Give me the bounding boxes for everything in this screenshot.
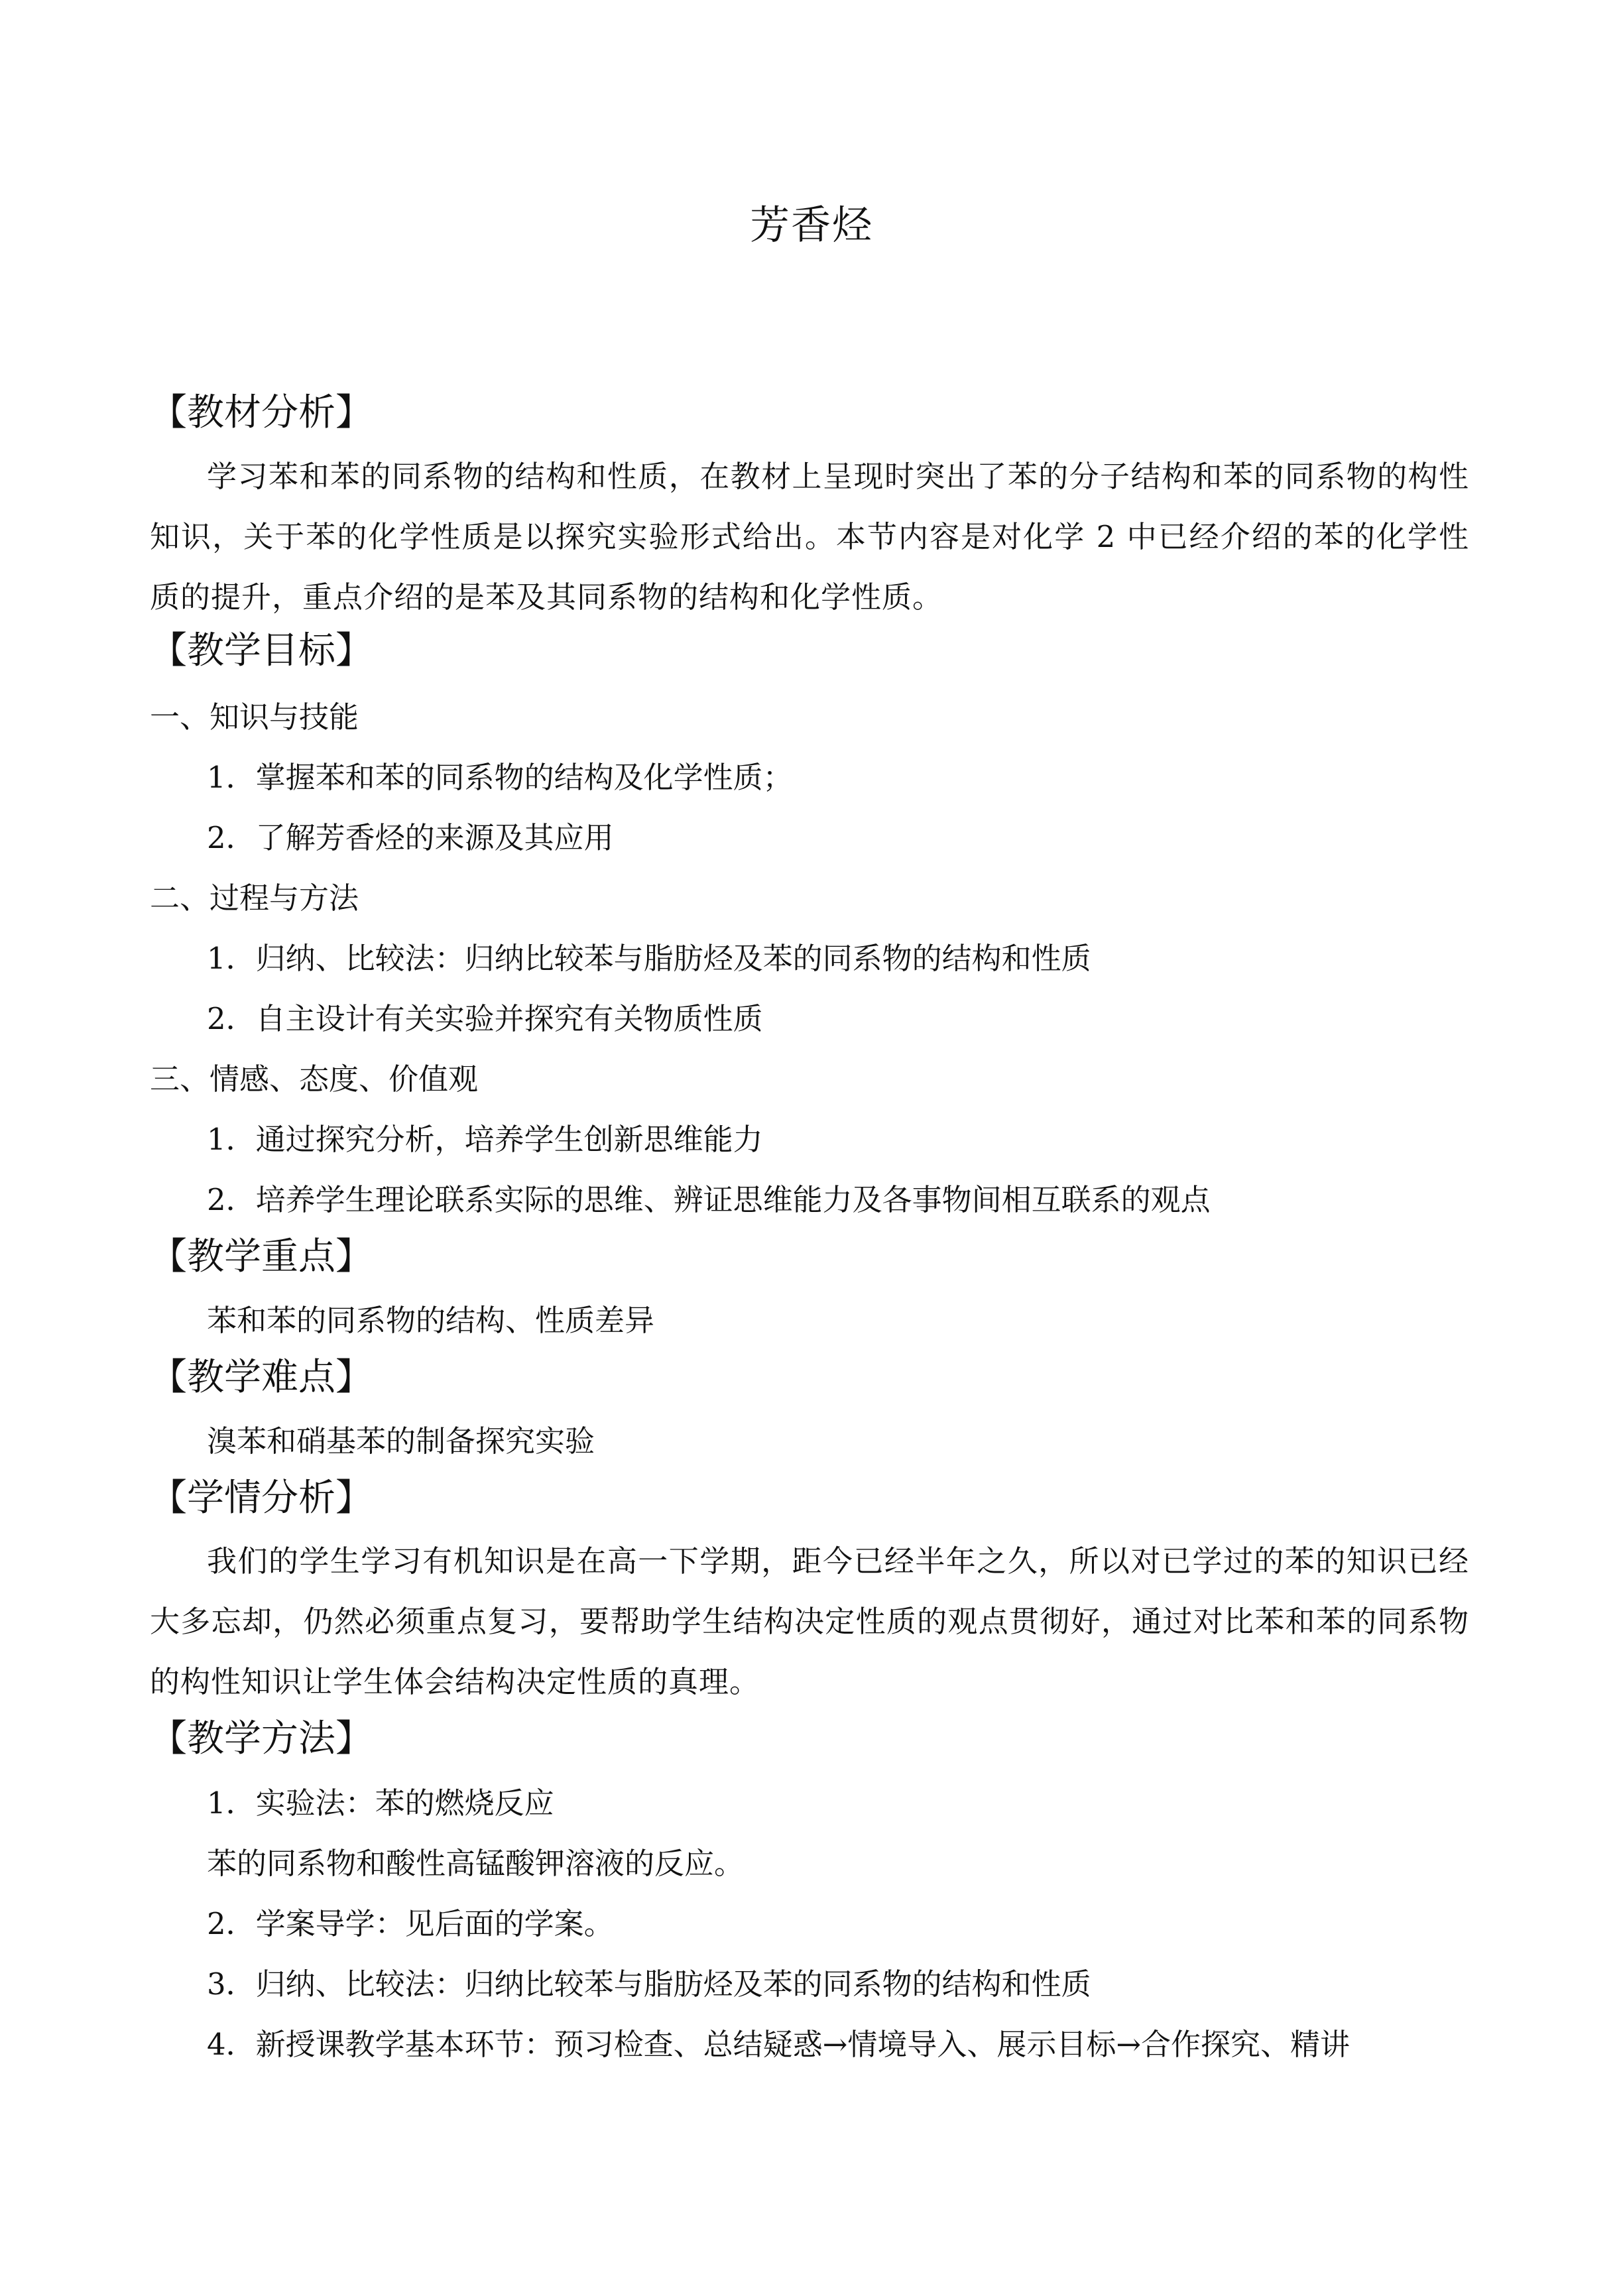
objective-item: 1．通过探究分析，培养学生创新思维能力: [207, 1122, 763, 1157]
method-item: 2．学案导学：见后面的学案。: [207, 1906, 614, 1941]
objective-item: 1．掌握苯和苯的同系物的结构及化学性质；: [207, 760, 793, 795]
objective-group-label: 三、情感、态度、价值观: [150, 1061, 479, 1097]
method-item: 3．归纳、比较法：归纳比较苯与脂肪烃及苯的同系物的结构和性质: [207, 1966, 1091, 2002]
section-heading-methods: 【教学方法】: [150, 1717, 373, 1760]
section-heading-key-points: 【教学重点】: [150, 1235, 373, 1278]
key-points-text: 苯和苯的同系物的结构、性质差异: [207, 1303, 655, 1338]
difficult-points-text: 溴苯和硝基苯的制备探究实验: [207, 1423, 595, 1459]
objective-group-label: 二、过程与方法: [150, 880, 359, 916]
learner-analysis-paragraph: 我们的学生学习有机知识是在高一下学期，距今已经半年之久，所以对已学过的苯的知识已经大多忘却，仍然必须重点复习，要帮助学生结构决定性质的观点贯彻好，通过对比苯和苯的同系物的构性知识让学生体会结构决定性质的真理。: [150, 1543, 1469, 1699]
objective-item: 2．培养学生理论联系实际的思维、辨证思维能力及各事物间相互联系的观点: [207, 1182, 1211, 1217]
objective-group-label: 一、知识与技能: [150, 699, 359, 735]
material-analysis-paragraph: 学习苯和苯的同系物的结构和性质，在教材上呈现时突出了苯的分子结构和苯的同系物的构性知识，关于苯的化学性质是以探究实验形式给出。本节内容是对化学 2 中已经介绍的苯的化学性质的提升，重点介绍的是苯及其同系物的结构和化学性质。: [150, 459, 1469, 615]
section-heading-objectives: 【教学目标】: [150, 629, 373, 672]
section-heading-difficult-points: 【教学难点】: [150, 1356, 373, 1399]
section-heading-learner-analysis: 【学情分析】: [150, 1477, 373, 1520]
objective-item: 1．归纳、比较法：归纳比较苯与脂肪烃及苯的同系物的结构和性质: [207, 941, 1091, 976]
method-item: 1．实验法：苯的燃烧反应: [207, 1785, 554, 1821]
method-item: 4．新授课教学基本环节：预习检查、总结疑惑→情境导入、展示目标→合作探究、精讲: [207, 2027, 1351, 2062]
method-item: 苯的同系物和酸性高锰酸钾溶液的反应。: [207, 1846, 745, 1881]
objective-item: 2．自主设计有关实验并探究有关物质性质: [207, 1001, 763, 1036]
section-heading-material-analysis: 【教材分析】: [150, 391, 373, 434]
objective-item: 2．了解芳香烃的来源及其应用: [207, 820, 614, 855]
document-title: 芳香烃: [750, 202, 873, 249]
